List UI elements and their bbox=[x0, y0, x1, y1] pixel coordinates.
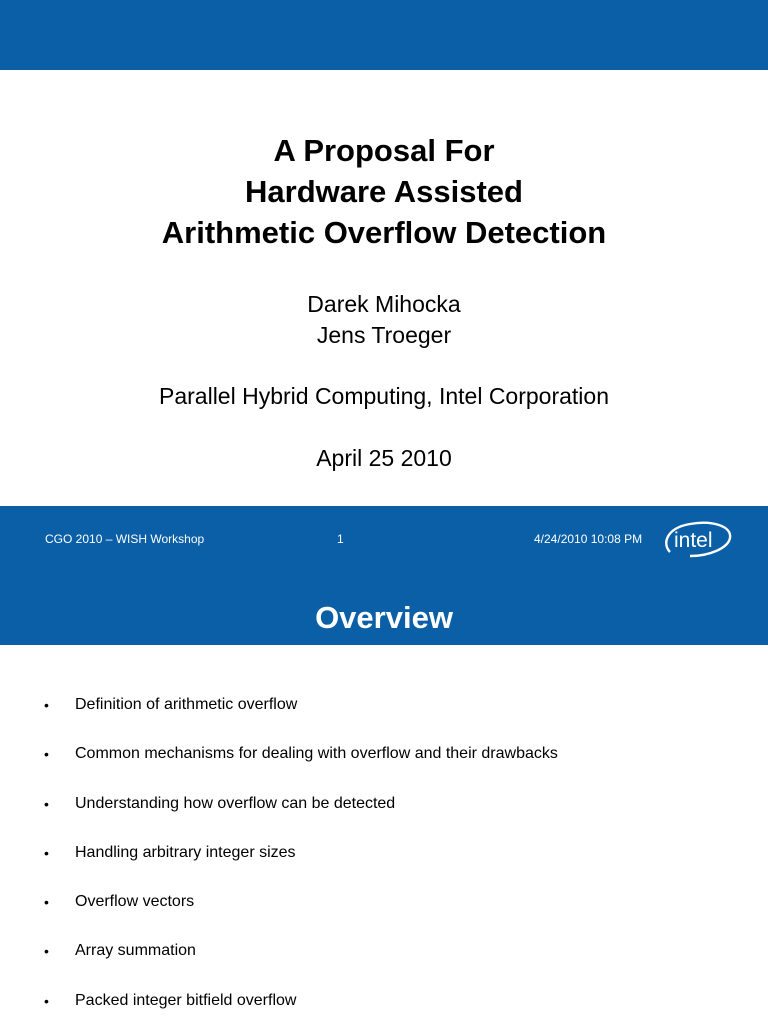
list-item bbox=[0, 939, 768, 988]
bullet-icon: • bbox=[44, 697, 49, 713]
list-item bbox=[0, 792, 768, 841]
bullet-text: Handling arbitrary integer sizes bbox=[75, 843, 296, 861]
intel-logo-text: intel bbox=[674, 529, 713, 552]
bullet-text: Array summation bbox=[75, 942, 196, 960]
bullet-text: Definition of arithmetic overflow bbox=[75, 696, 298, 713]
title-line: A Proposal For bbox=[273, 133, 495, 168]
bullet-icon: • bbox=[44, 992, 49, 1009]
list-item bbox=[0, 841, 768, 890]
list-item bbox=[0, 989, 768, 1024]
bullet-icon: • bbox=[44, 943, 49, 960]
intel-logo-icon bbox=[660, 516, 736, 564]
title-line: Arithmetic Overflow Detection bbox=[161, 215, 607, 250]
slide-header-bar bbox=[0, 0, 768, 70]
bullet-text: Overflow vectors bbox=[75, 893, 195, 911]
presentation-date: April 25 2010 bbox=[316, 445, 452, 471]
affiliation: Parallel Hybrid Computing, Intel Corporation bbox=[159, 383, 609, 409]
slide-footer-band bbox=[0, 506, 768, 645]
bullet-list bbox=[0, 693, 768, 1024]
list-item bbox=[0, 890, 768, 939]
bullet-icon: • bbox=[44, 795, 49, 812]
bullet-text: Packed integer bitfield overflow bbox=[75, 991, 297, 1009]
slide-title-overview: Overview bbox=[315, 600, 453, 635]
list-item bbox=[0, 693, 768, 742]
bullet-icon: • bbox=[44, 894, 49, 911]
bullet-text: Understanding how overflow can be detected bbox=[75, 794, 396, 812]
title-line: Hardware Assisted bbox=[245, 174, 523, 209]
slide-title bbox=[0, 130, 768, 253]
footer-page-number: 1 bbox=[337, 532, 344, 546]
list-item bbox=[0, 742, 768, 791]
bullet-text: Common mechanisms for dealing with overflow and their drawbacks bbox=[75, 745, 558, 763]
footer-timestamp: 4/24/2010 10:08 PM bbox=[534, 532, 643, 546]
author-name: Darek Mihocka bbox=[307, 291, 461, 317]
author-name: Jens Troeger bbox=[316, 322, 452, 348]
bullet-icon: • bbox=[44, 844, 49, 861]
bullet-icon: • bbox=[44, 746, 49, 763]
footer-event-name: CGO 2010 – WISH Workshop bbox=[45, 532, 205, 546]
author-list bbox=[0, 289, 768, 351]
